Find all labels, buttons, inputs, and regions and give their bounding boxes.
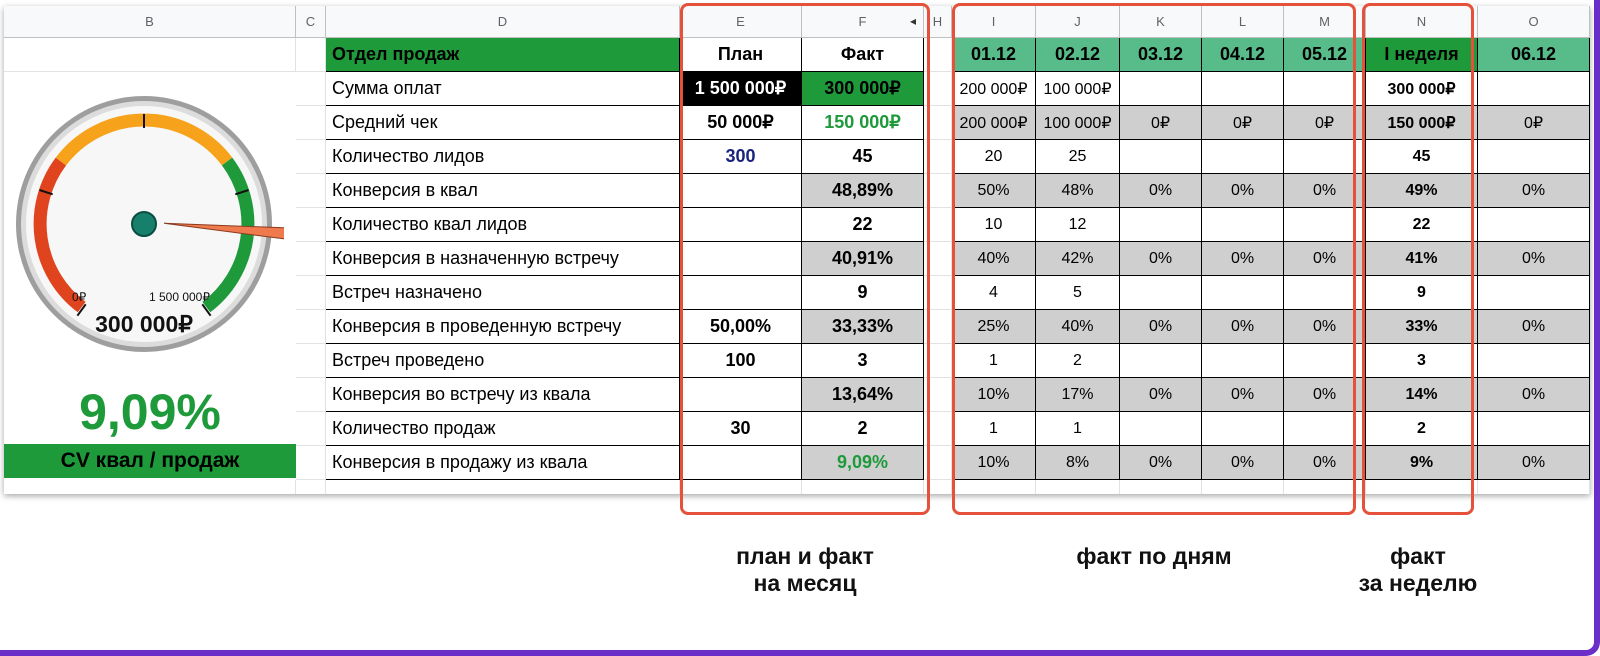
cell-empty[interactable] xyxy=(4,38,296,72)
day-value[interactable]: 50% xyxy=(952,174,1036,208)
metric-label[interactable]: Встреч назначено xyxy=(326,276,680,310)
column-header-h[interactable]: H xyxy=(924,6,952,38)
gauge-min-label: 0₽ xyxy=(72,290,87,304)
cell-empty[interactable] xyxy=(296,412,326,446)
week-value[interactable]: 150 000₽ xyxy=(1366,106,1478,140)
week-value[interactable]: 300 000₽ xyxy=(1366,72,1478,106)
metric-label[interactable]: Конверсия в проведенную встречу xyxy=(326,310,680,344)
dept-title-cell[interactable]: Отдел продаж xyxy=(326,38,680,72)
day-value[interactable]: 0% xyxy=(1120,174,1202,208)
week-value[interactable]: 22 xyxy=(1366,208,1478,242)
cell-empty[interactable] xyxy=(1478,480,1590,494)
next-day-value[interactable]: 0% xyxy=(1478,446,1590,480)
column-header-e[interactable]: E xyxy=(680,6,802,38)
day-value[interactable]: 200 000₽ xyxy=(952,106,1036,140)
metric-label[interactable]: Сумма оплат xyxy=(326,72,680,106)
day-value[interactable]: 1 xyxy=(952,412,1036,446)
cell-empty[interactable] xyxy=(296,174,326,208)
day-value[interactable]: 0₽ xyxy=(1120,106,1202,140)
plan-fact-highlight xyxy=(680,3,930,515)
fact-header[interactable]: Факт xyxy=(802,38,924,72)
day-value[interactable]: 0% xyxy=(1120,242,1202,276)
day-value[interactable]: 0% xyxy=(1202,242,1284,276)
next-day-value[interactable]: 0% xyxy=(1478,378,1590,412)
metric-label[interactable]: Конверсия в назначенную встречу xyxy=(326,242,680,276)
cell-empty[interactable] xyxy=(296,208,326,242)
plan-header[interactable]: План xyxy=(680,38,802,72)
day-value[interactable]: 0% xyxy=(1120,310,1202,344)
week-value[interactable]: 9 xyxy=(1366,276,1478,310)
caption-week: факт за неделю xyxy=(1358,543,1478,596)
next-date-header[interactable]: 06.12 xyxy=(1478,38,1590,72)
gauge-max-label: 1 500 000₽ xyxy=(148,290,210,304)
day-value[interactable]: 0% xyxy=(1202,446,1284,480)
day-value[interactable]: 48% xyxy=(1036,174,1120,208)
day-value[interactable]: 1 xyxy=(952,344,1036,378)
metric-label[interactable]: Количество квал лидов xyxy=(326,208,680,242)
week-value[interactable]: 3 xyxy=(1366,344,1478,378)
daily-highlight xyxy=(952,3,1356,515)
next-day-value[interactable]: 0% xyxy=(1478,242,1590,276)
fact-value[interactable]: 40,91% xyxy=(802,242,924,276)
weekly-highlight xyxy=(1362,3,1474,515)
cell-empty[interactable] xyxy=(296,72,326,106)
metric-label[interactable]: Конверсия в квал xyxy=(326,174,680,208)
cell-empty[interactable] xyxy=(296,140,326,174)
next-day-value[interactable] xyxy=(1478,344,1590,378)
plan-value[interactable]: 50 000₽ xyxy=(680,106,802,140)
day-value[interactable]: 17% xyxy=(1036,378,1120,412)
day-value[interactable]: 42% xyxy=(1036,242,1120,276)
day-value[interactable]: 25 xyxy=(1036,140,1120,174)
day-value[interactable]: 40% xyxy=(1036,310,1120,344)
week-value[interactable]: 45 xyxy=(1366,140,1478,174)
fact-value[interactable]: 3 xyxy=(802,344,924,378)
column-header-j[interactable]: J xyxy=(1036,6,1120,38)
column-header-n[interactable]: N xyxy=(1366,6,1478,38)
day-value[interactable]: 2 xyxy=(1036,344,1120,378)
metric-label[interactable]: Количество продаж xyxy=(326,412,680,446)
fact-value[interactable]: 33,33% xyxy=(802,310,924,344)
cell-empty[interactable] xyxy=(296,344,326,378)
metric-label[interactable]: Конверсия во встречу из квала xyxy=(326,378,680,412)
cell-empty[interactable] xyxy=(296,446,326,480)
day-value[interactable]: 10 xyxy=(952,208,1036,242)
fact-value[interactable]: 9,09% xyxy=(802,446,924,480)
next-day-value[interactable] xyxy=(1478,72,1590,106)
next-day-value[interactable] xyxy=(1478,412,1590,446)
fact-value[interactable]: 13,64% xyxy=(802,378,924,412)
week-value[interactable]: 2 xyxy=(1366,412,1478,446)
week-value[interactable]: 33% xyxy=(1366,310,1478,344)
date-header[interactable]: 01.12 xyxy=(952,38,1036,72)
day-value[interactable]: 12 xyxy=(1036,208,1120,242)
day-value[interactable]: 0% xyxy=(1120,446,1202,480)
day-value[interactable]: 0% xyxy=(1284,378,1366,412)
metric-label[interactable]: Количество лидов xyxy=(326,140,680,174)
cell-empty[interactable] xyxy=(296,106,326,140)
plan-value[interactable]: 30 xyxy=(680,412,802,446)
plan-value[interactable]: 100 xyxy=(680,344,802,378)
day-value[interactable]: 1 xyxy=(1036,412,1120,446)
cell-empty[interactable] xyxy=(326,480,680,494)
next-day-value[interactable]: 0₽ xyxy=(1478,106,1590,140)
gauge-value-label: 300 000₽ xyxy=(95,311,193,337)
day-value[interactable]: 0% xyxy=(1202,310,1284,344)
day-value[interactable]: 0₽ xyxy=(1284,106,1366,140)
day-value[interactable]: 0% xyxy=(1284,174,1366,208)
column-header-f[interactable]: F xyxy=(802,6,924,38)
day-value[interactable]: 0₽ xyxy=(1202,106,1284,140)
next-day-value[interactable] xyxy=(1478,208,1590,242)
cell-empty[interactable] xyxy=(296,242,326,276)
day-value[interactable]: 0% xyxy=(1120,378,1202,412)
day-value[interactable]: 25% xyxy=(952,310,1036,344)
metric-label[interactable]: Средний чек xyxy=(326,106,680,140)
column-header-c[interactable]: C xyxy=(296,6,326,38)
kpi-label: CV квал / продаж xyxy=(4,444,296,478)
day-value[interactable]: 0% xyxy=(1284,310,1366,344)
plan-value[interactable]: 1 500 000₽ xyxy=(680,72,802,106)
day-value[interactable]: 100 000₽ xyxy=(1036,106,1120,140)
day-value[interactable]: 10% xyxy=(952,378,1036,412)
plan-value[interactable]: 300 xyxy=(680,140,802,174)
gauge-hub xyxy=(132,212,156,236)
day-value[interactable]: 20 xyxy=(952,140,1036,174)
day-value[interactable]: 100 000₽ xyxy=(1036,72,1120,106)
cell-empty[interactable] xyxy=(296,310,326,344)
caption-month: план и факт на месяц xyxy=(736,543,874,596)
week-value[interactable]: 9% xyxy=(1366,446,1478,480)
day-value[interactable]: 0% xyxy=(1202,174,1284,208)
fact-value[interactable]: 9 xyxy=(802,276,924,310)
day-value[interactable]: 4 xyxy=(952,276,1036,310)
column-header-k[interactable]: K xyxy=(1120,6,1202,38)
date-header[interactable]: 02.12 xyxy=(1036,38,1120,72)
metric-label[interactable]: Конверсия в продажу из квала xyxy=(326,446,680,480)
cell-empty[interactable] xyxy=(296,480,326,494)
column-header-b[interactable]: B xyxy=(4,6,296,38)
next-day-value[interactable]: 0% xyxy=(1478,310,1590,344)
week-value[interactable]: 49% xyxy=(1366,174,1478,208)
column-header-d[interactable]: D xyxy=(326,6,680,38)
column-header-i[interactable]: I xyxy=(952,6,1036,38)
fact-value[interactable]: 150 000₽ xyxy=(802,106,924,140)
day-value[interactable]: 10% xyxy=(952,446,1036,480)
metric-label[interactable]: Встреч проведено xyxy=(326,344,680,378)
next-day-value[interactable]: 0% xyxy=(1478,174,1590,208)
date-header[interactable]: 03.12 xyxy=(1120,38,1202,72)
day-value[interactable]: 200 000₽ xyxy=(952,72,1036,106)
date-header[interactable]: 04.12 xyxy=(1202,38,1284,72)
fact-value[interactable]: 48,89% xyxy=(802,174,924,208)
fact-value[interactable]: 45 xyxy=(802,140,924,174)
plan-value[interactable]: 50,00% xyxy=(680,310,802,344)
cell-empty[interactable] xyxy=(296,38,326,72)
day-value[interactable]: 8% xyxy=(1036,446,1120,480)
date-header[interactable]: 05.12 xyxy=(1284,38,1366,72)
day-value[interactable]: 0% xyxy=(1284,446,1366,480)
collapse-arrow-icon[interactable]: ◂ xyxy=(910,14,917,28)
day-value[interactable]: 5 xyxy=(1036,276,1120,310)
week-value[interactable]: 41% xyxy=(1366,242,1478,276)
gauge-chart xyxy=(14,94,284,364)
day-value[interactable]: 40% xyxy=(952,242,1036,276)
column-header-o[interactable]: O xyxy=(1478,6,1590,38)
cell-empty[interactable] xyxy=(296,378,326,412)
next-day-value[interactable] xyxy=(1478,140,1590,174)
kpi-value: 9,09% xyxy=(79,384,221,440)
cell-empty[interactable] xyxy=(4,480,296,494)
caption-days: факт по дням xyxy=(1076,543,1232,569)
next-day-value[interactable] xyxy=(1478,276,1590,310)
cell-empty[interactable] xyxy=(296,276,326,310)
week-value[interactable]: 14% xyxy=(1366,378,1478,412)
column-header-m[interactable]: M xyxy=(1284,6,1366,38)
column-header-l[interactable]: L xyxy=(1202,6,1284,38)
fact-value[interactable]: 22 xyxy=(802,208,924,242)
week-header[interactable]: I неделя xyxy=(1366,38,1478,72)
day-value[interactable]: 0% xyxy=(1202,378,1284,412)
fact-value[interactable]: 300 000₽ xyxy=(802,72,924,106)
day-value[interactable]: 0% xyxy=(1284,242,1366,276)
fact-value[interactable]: 2 xyxy=(802,412,924,446)
